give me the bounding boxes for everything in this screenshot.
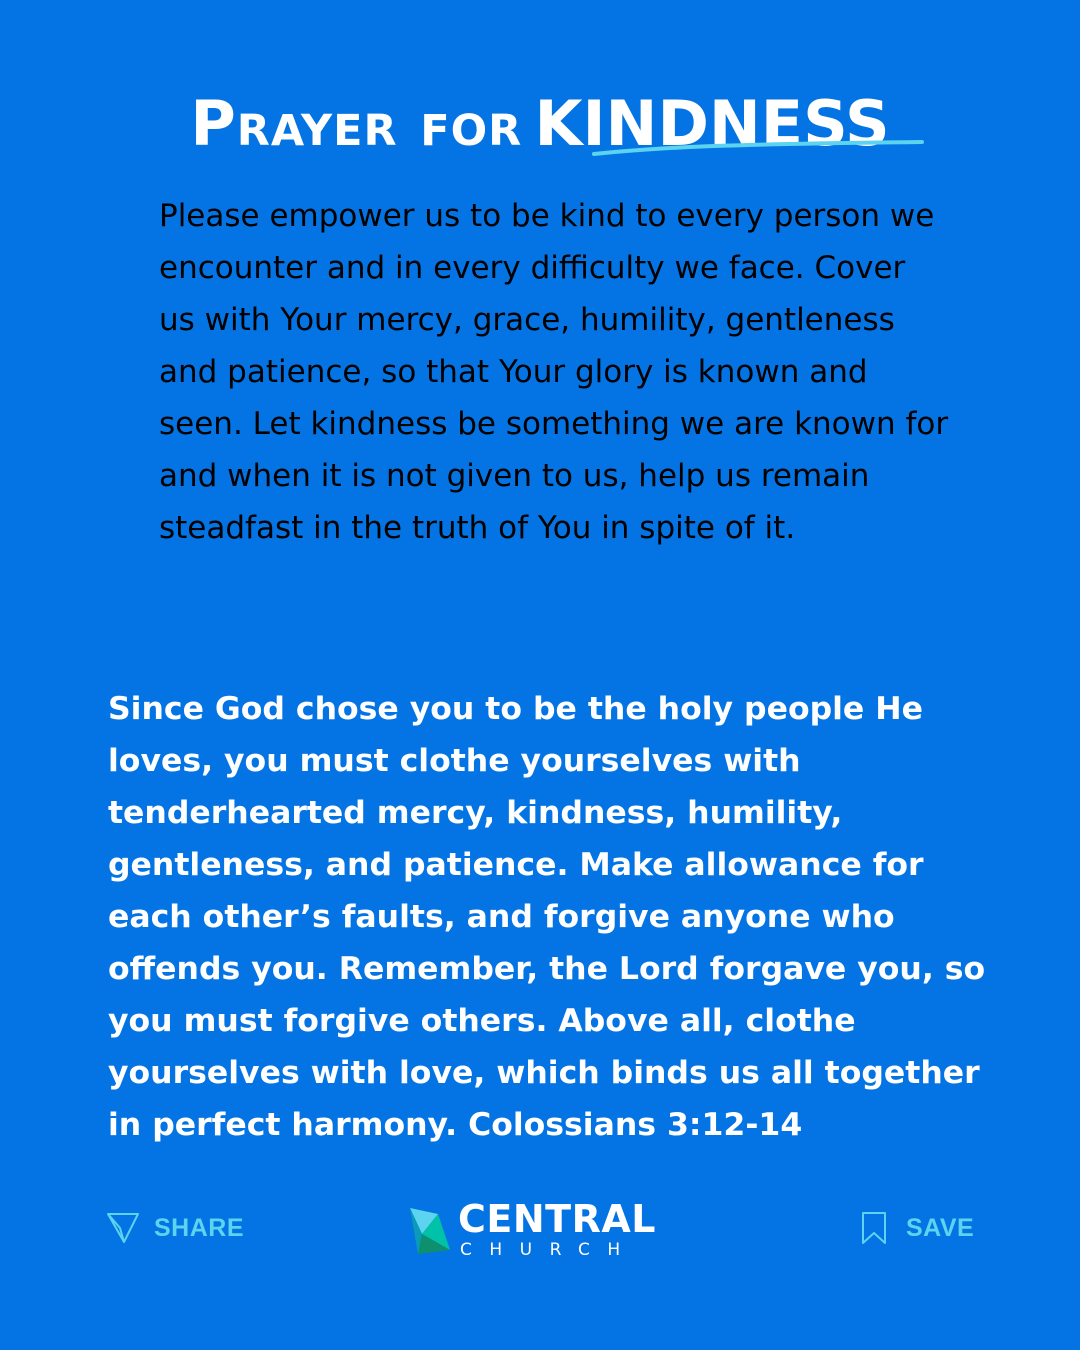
logo-subtitle: CHURCH	[460, 1240, 638, 1260]
central-church-logo-mark-icon	[408, 1204, 452, 1256]
paper-plane-icon	[106, 1211, 140, 1245]
title-underline-decoration	[590, 136, 926, 162]
save-label: SAVE	[906, 1213, 975, 1242]
share-label: SHARE	[154, 1213, 245, 1242]
save-button[interactable]	[860, 1210, 974, 1246]
scripture-text: Since God chose you to be the holy people He loves, you must clothe yourselves with tenderhearted mercy, kindness, humility, gentleness, and patience. Make allowance for each other’s faults, and forgive anyone who offends you. Remember, the Lord forgave you, so you must forgive others. Above all, clothe yourselves with love, which binds us all together in perfect harmony. Colossians 3:12-14	[108, 691, 986, 1143]
bookmark-icon	[860, 1211, 888, 1245]
title-prefix: Prayer for	[190, 87, 523, 161]
share-button[interactable]	[106, 1210, 244, 1246]
central-church-logo	[408, 1197, 656, 1262]
logo-name: CENTRAL	[458, 1197, 656, 1241]
title-emphasis: KINDNESS	[534, 87, 890, 161]
prayer-text: Please empower us to be kind to every person we encounter and in every difficulty we face. Cover us with Your mercy, grace, humility, gentleness and patience, so that Your glory is known and seen. Let kindness be something we are known for and when it is not given to us, help us remain steadfast in the truth of You in spite of it.	[159, 198, 949, 546]
